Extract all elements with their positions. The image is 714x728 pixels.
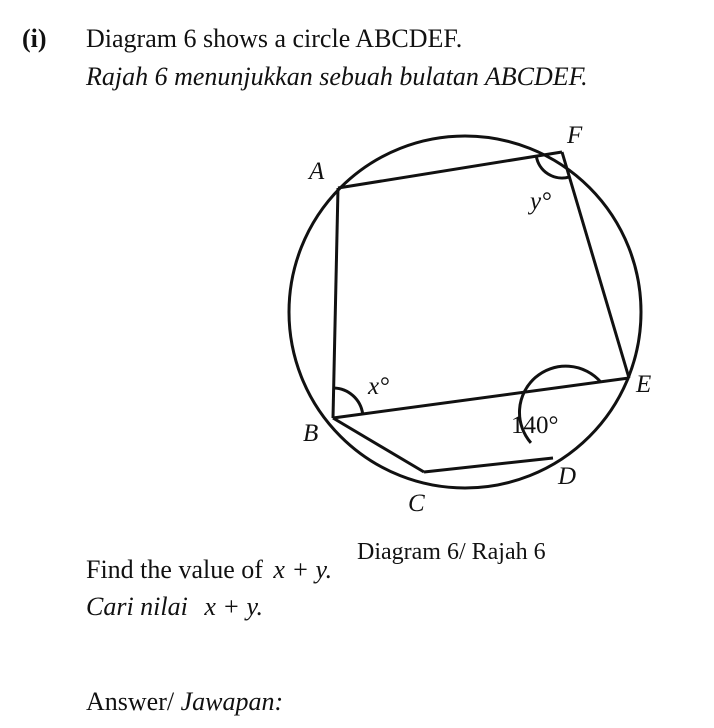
point-label-c: C	[408, 490, 425, 517]
expression-x-plus-y-malay: x + y.	[204, 592, 264, 621]
point-label-a: A	[309, 158, 325, 185]
angle-label-y: y°	[530, 188, 552, 215]
question-number: (i)	[22, 24, 47, 53]
find-prompt-malay	[86, 594, 263, 620]
chord-af	[338, 152, 562, 188]
chord-cd	[424, 458, 553, 472]
chord-ab	[333, 188, 338, 418]
answer-label	[86, 689, 283, 715]
question-line-english: Diagram 6 shows a circle ABCDEF.	[86, 24, 463, 53]
point-label-d: D	[558, 463, 577, 490]
find-prefix-english: Find the value of	[86, 555, 263, 584]
angle-arc-x	[334, 388, 363, 414]
answer-label-malay: Jawapan:	[180, 687, 284, 716]
point-label-b: B	[303, 420, 319, 447]
answer-label-english: Answer/	[86, 687, 175, 716]
find-prompt-english	[86, 557, 332, 583]
question-line-malay: Rajah 6 menunjukkan sebuah bulatan ABCDEF.	[86, 62, 588, 91]
expression-x-plus-y: x + y.	[273, 555, 333, 584]
diagram-caption: Diagram 6/ Rajah 6	[357, 539, 546, 565]
angle-label-x: x°	[368, 373, 390, 400]
angle-label-140: 140°	[511, 412, 559, 439]
point-label-e: E	[636, 371, 652, 398]
point-label-f: F	[567, 122, 583, 149]
chord-fe	[562, 152, 629, 378]
find-prefix-malay: Cari nilai	[86, 592, 188, 621]
